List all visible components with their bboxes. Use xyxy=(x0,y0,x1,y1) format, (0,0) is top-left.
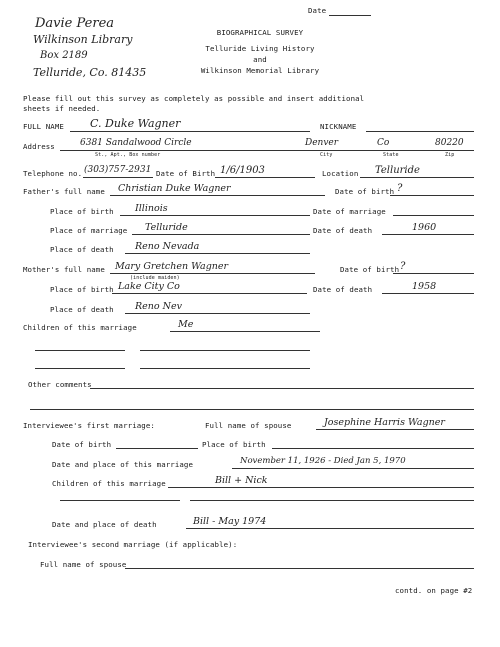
state-caption: State xyxy=(383,152,399,158)
father-dob-line[interactable] xyxy=(390,195,474,196)
full-name-value: C. Duke Wagner xyxy=(90,117,181,130)
title-library: Wilkinson Memorial Library xyxy=(200,66,320,75)
return-address-line4: Telluride, Co. 81435 xyxy=(33,66,147,79)
return-address-line1: Davie Perea xyxy=(35,16,115,31)
marriage-children-line-2b[interactable] xyxy=(190,500,474,501)
mother-pob-label: Place of birth xyxy=(50,285,114,294)
dob-label: Date of Birth xyxy=(156,169,216,178)
father-dom-line[interactable] xyxy=(393,215,474,216)
mother-dod-value: 1958 xyxy=(412,281,437,292)
mother-pod-label: Place of death xyxy=(50,305,114,314)
marriage-children-line[interactable] xyxy=(168,487,474,488)
father-dod-line[interactable] xyxy=(382,234,474,235)
address-label: Address xyxy=(23,142,55,151)
date-line xyxy=(329,15,371,16)
mother-dod-label: Date of death xyxy=(313,285,373,294)
mother-dob-value: ? xyxy=(400,261,406,272)
marriage-children-label: Children of this marriage xyxy=(52,479,166,488)
street-caption: St., Apt., Box number xyxy=(95,152,161,158)
full-name-line[interactable] xyxy=(70,131,310,132)
address-zip: 80220 xyxy=(435,138,464,148)
address-street: 6381 Sandalwood Circle xyxy=(80,138,192,148)
father-name-label: Father's full name xyxy=(23,187,105,196)
marriage-date-place-line[interactable] xyxy=(232,468,474,469)
comments-line-2[interactable] xyxy=(30,409,474,410)
spouse-pob-line[interactable] xyxy=(272,448,474,449)
location-label: Location xyxy=(322,169,359,178)
mother-pod-value: Reno Nev xyxy=(135,301,182,312)
telephone-value: (303)757-2931 xyxy=(84,165,152,175)
spouse-label: Full name of spouse xyxy=(205,421,292,430)
spouse-value: Josephine Harris Wagner xyxy=(324,417,445,428)
father-name-value: Christian Duke Wagner xyxy=(118,183,231,194)
address-line[interactable] xyxy=(60,150,474,151)
children-label: Children of this marriage xyxy=(23,323,137,332)
children-line[interactable] xyxy=(170,331,320,332)
father-pom-line[interactable] xyxy=(132,234,310,235)
date-label: Date xyxy=(308,6,327,15)
father-pod-label: Place of death xyxy=(50,245,114,254)
children-blank-line-2b[interactable] xyxy=(140,368,310,369)
children-blank-line-1a[interactable] xyxy=(35,350,125,351)
location-value: Telluride xyxy=(375,165,420,176)
father-pob-line[interactable] xyxy=(120,215,310,216)
spouse-dob-label: Date of birth xyxy=(52,440,112,449)
father-pob-label: Place of birth xyxy=(50,207,114,216)
mother-dod-line[interactable] xyxy=(382,293,474,294)
spouse-dob-line[interactable] xyxy=(116,448,198,449)
children-blank-line-1b[interactable] xyxy=(140,350,310,351)
address-city: Denver xyxy=(305,138,339,148)
father-pom-value: Telluride xyxy=(145,222,188,233)
return-address-line3: Box 2189 xyxy=(40,50,88,61)
mother-pob-line[interactable] xyxy=(112,293,307,294)
mother-name-caption: (include maiden) xyxy=(130,275,180,281)
death-date-place-label: Date and place of death xyxy=(52,520,157,529)
father-pod-value: Reno Nevada xyxy=(135,241,200,252)
mother-name-value: Mary Gretchen Wagner xyxy=(115,261,229,272)
continued-note: contd. on page #2 xyxy=(395,586,473,595)
mother-name-label: Mother's full name xyxy=(23,265,105,274)
telephone-label: Telephone no. xyxy=(23,169,83,178)
marriage-date-place-value: November 11, 1926 - Died Jan 5, 1970 xyxy=(240,456,406,466)
nickname-line[interactable] xyxy=(366,131,474,132)
other-comments-label: Other comments xyxy=(28,380,92,389)
title-org: Telluride Living History xyxy=(205,44,315,53)
survey-title: BIOGRAPHICAL SURVEY xyxy=(216,28,304,37)
father-name-line[interactable] xyxy=(110,195,325,196)
title-and: and xyxy=(253,55,267,64)
father-dob-label: Date of birth xyxy=(335,187,395,196)
instructions-line2: sheets if needed. xyxy=(23,104,101,113)
instructions-line1: Please fill out this survey as completely as possible and insert additional xyxy=(23,94,365,103)
address-state: Co xyxy=(377,138,390,148)
second-spouse-label: Full name of spouse xyxy=(40,560,127,569)
mother-pob-value: Lake City Co xyxy=(118,281,180,292)
mother-pod-line[interactable] xyxy=(125,313,310,314)
comments-line-1[interactable] xyxy=(90,388,474,389)
second-marriage-label: Interviewee's second marriage (if applicable): xyxy=(28,540,238,549)
location-line[interactable] xyxy=(360,177,474,178)
telephone-line[interactable] xyxy=(83,177,153,178)
full-name-label: FULL NAME xyxy=(23,122,64,131)
father-pob-value: Illinois xyxy=(135,203,168,214)
mother-dob-line[interactable] xyxy=(393,273,474,274)
return-address-line2: Wilkinson Library xyxy=(33,33,133,46)
father-pod-line[interactable] xyxy=(125,253,310,254)
father-pom-label: Place of marriage xyxy=(50,226,128,235)
marriage-date-place-label: Date and place of this marriage xyxy=(52,460,194,469)
mother-name-line[interactable] xyxy=(110,273,315,274)
city-caption: City xyxy=(320,152,333,158)
father-dom-label: Date of marriage xyxy=(313,207,386,216)
spouse-line[interactable] xyxy=(316,429,474,430)
death-date-place-value: Bill - May 1974 xyxy=(193,516,267,527)
father-dob-value: ? xyxy=(397,183,403,194)
death-date-place-line[interactable] xyxy=(186,528,474,529)
children-value: Me xyxy=(178,319,194,330)
nickname-label: NICKNAME xyxy=(320,122,357,131)
marriage-children-line-2a[interactable] xyxy=(60,500,180,501)
father-dod-label: Date of death xyxy=(313,226,373,235)
second-spouse-line[interactable] xyxy=(125,568,474,569)
father-dod-value: 1960 xyxy=(412,222,437,233)
dob-value: 1/6/1903 xyxy=(220,165,265,176)
mother-dob-label: Date of birth xyxy=(340,265,400,274)
first-marriage-label: Interviewee's first marriage: xyxy=(23,421,155,430)
zip-caption: Zip xyxy=(445,152,455,158)
marriage-children-value: Bill + Nick xyxy=(215,475,268,486)
spouse-pob-label: Place of birth xyxy=(202,440,266,449)
children-blank-line-2a[interactable] xyxy=(35,368,125,369)
dob-line[interactable] xyxy=(215,177,315,178)
